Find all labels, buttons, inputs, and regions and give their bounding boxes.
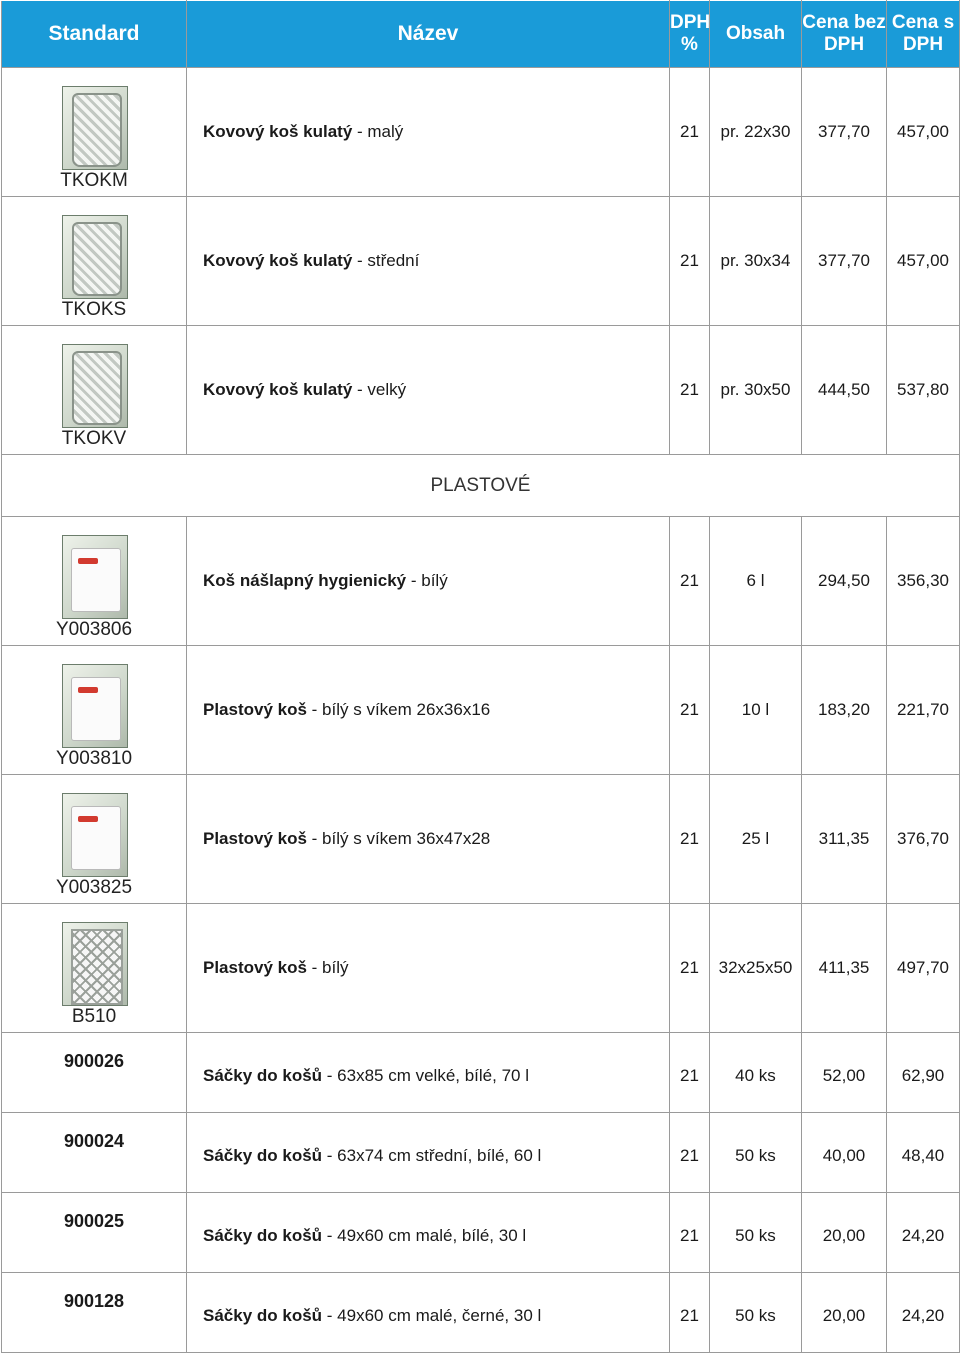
product-vat: 21	[670, 326, 710, 455]
product-vat: 21	[670, 68, 710, 197]
table-row	[2, 646, 960, 775]
table-row	[2, 1273, 960, 1353]
lidded-bin-image	[62, 664, 128, 748]
bag-name-bold: Sáčky do košů	[203, 1305, 323, 1325]
metal-basket-image	[62, 86, 128, 170]
bag-price-incl: 24,20	[887, 1193, 960, 1273]
bag-code: 900128	[2, 1273, 187, 1353]
product-name-bold: Plastový koš	[203, 829, 307, 848]
bag-code: 900024	[2, 1113, 187, 1193]
bag-price-excl: 20,00	[802, 1273, 887, 1353]
product-content: 25 l	[710, 775, 802, 904]
product-name-rest: - bílý	[406, 571, 448, 590]
product-standard-cell	[2, 646, 187, 775]
table-row	[2, 68, 960, 197]
product-name	[187, 68, 670, 197]
product-vat: 21	[670, 775, 710, 904]
product-price-incl: 457,00	[887, 197, 960, 326]
lattice-basket-image	[62, 922, 128, 1006]
bag-price-excl: 20,00	[802, 1193, 887, 1273]
product-name	[187, 517, 670, 646]
product-code: Y003810	[55, 748, 133, 769]
product-name	[187, 197, 670, 326]
product-price-excl: 377,70	[802, 68, 887, 197]
product-price-excl: 183,20	[802, 646, 887, 775]
bag-name	[187, 1193, 670, 1273]
bag-name-bold: Sáčky do košů	[203, 1225, 323, 1245]
product-standard-cell	[2, 517, 187, 646]
product-price-incl: 457,00	[887, 68, 960, 197]
price-list-table	[1, 0, 960, 1353]
product-standard-cell	[2, 904, 187, 1033]
bag-price-excl: 40,00	[802, 1113, 887, 1193]
product-name	[187, 775, 670, 904]
bag-vat: 21	[670, 1033, 710, 1113]
bag-name-bold: Sáčky do košů	[203, 1065, 323, 1085]
header-standard: Standard	[2, 1, 187, 68]
product-vat: 21	[670, 197, 710, 326]
section-row	[2, 455, 960, 517]
table-row	[2, 197, 960, 326]
header-price-excl: Cena bez DPH	[802, 1, 887, 68]
product-name	[187, 904, 670, 1033]
product-code: Y003806	[55, 619, 133, 640]
product-code: TKOKV	[61, 428, 127, 449]
product-content: 10 l	[710, 646, 802, 775]
product-name-bold: Plastový koš	[203, 958, 307, 977]
bag-name-rest: - 63x74 cm střední, bílé, 60 l	[322, 1145, 542, 1165]
header-content: Obsah	[710, 1, 802, 68]
lidded-bin-image	[62, 793, 128, 877]
pedal-bin-image	[62, 535, 128, 619]
product-name-bold: Plastový koš	[203, 700, 307, 719]
bag-price-incl: 62,90	[887, 1033, 960, 1113]
product-price-excl: 411,35	[802, 904, 887, 1033]
product-vat: 21	[670, 904, 710, 1033]
bag-price-incl: 48,40	[887, 1113, 960, 1193]
product-name-rest: - velký	[352, 380, 407, 399]
product-price-excl: 311,35	[802, 775, 887, 904]
product-content: pr. 30x50	[710, 326, 802, 455]
product-price-incl: 497,70	[887, 904, 960, 1033]
header-name: Název	[187, 1, 670, 68]
bag-content: 50 ks	[710, 1113, 802, 1193]
table-row	[2, 1113, 960, 1193]
header-row	[2, 1, 960, 68]
bag-price-excl: 52,00	[802, 1033, 887, 1113]
bag-price-incl: 24,20	[887, 1273, 960, 1353]
bag-name-rest: - 49x60 cm malé, bílé, 30 l	[322, 1225, 527, 1245]
table-row	[2, 1193, 960, 1273]
product-standard-cell	[2, 326, 187, 455]
product-name-bold: Kovový koš kulatý	[203, 251, 353, 270]
bag-name-rest: - 63x85 cm velké, bílé, 70 l	[322, 1065, 529, 1085]
bag-vat: 21	[670, 1113, 710, 1193]
metal-basket-image	[62, 344, 128, 428]
product-price-excl: 444,50	[802, 326, 887, 455]
product-content: 6 l	[710, 517, 802, 646]
product-standard-cell	[2, 197, 187, 326]
table-row	[2, 326, 960, 455]
bag-vat: 21	[670, 1193, 710, 1273]
product-name	[187, 326, 670, 455]
bag-content: 50 ks	[710, 1273, 802, 1353]
product-code: Y003825	[55, 877, 133, 898]
product-price-excl: 294,50	[802, 517, 887, 646]
product-name-rest: - bílý	[306, 958, 349, 977]
product-content: pr. 30x34	[710, 197, 802, 326]
product-content: 32x25x50	[710, 904, 802, 1033]
product-name-rest: - střední	[352, 251, 420, 270]
product-code: B510	[71, 1006, 117, 1027]
bag-content: 50 ks	[710, 1193, 802, 1273]
product-name	[187, 646, 670, 775]
table-row	[2, 1033, 960, 1113]
product-name-bold: Koš nášlapný hygienický	[203, 571, 407, 590]
metal-basket-image	[62, 215, 128, 299]
bag-name	[187, 1033, 670, 1113]
table-row	[2, 517, 960, 646]
product-price-excl: 377,70	[802, 197, 887, 326]
bag-name-rest: - 49x60 cm malé, černé, 30 l	[322, 1305, 542, 1325]
product-standard-cell	[2, 68, 187, 197]
product-content: pr. 22x30	[710, 68, 802, 197]
bag-code: 900025	[2, 1193, 187, 1273]
bag-name-bold: Sáčky do košů	[203, 1145, 323, 1165]
product-price-incl: 376,70	[887, 775, 960, 904]
product-name-bold: Kovový koš kulatý	[203, 122, 353, 141]
header-price-incl: Cena s DPH	[887, 1, 960, 68]
product-name-bold: Kovový koš kulatý	[203, 380, 353, 399]
bag-code: 900026	[2, 1033, 187, 1113]
product-standard-cell	[2, 775, 187, 904]
bag-vat: 21	[670, 1273, 710, 1353]
table-row	[2, 904, 960, 1033]
bag-content: 40 ks	[710, 1033, 802, 1113]
product-code: TKOKS	[61, 299, 127, 320]
product-vat: 21	[670, 517, 710, 646]
product-price-incl: 221,70	[887, 646, 960, 775]
table-row	[2, 775, 960, 904]
product-name-rest: - bílý s víkem 36x47x28	[306, 829, 491, 848]
bag-name	[187, 1273, 670, 1353]
section-title: PLASTOVÉ	[2, 455, 960, 517]
product-code: TKOKM	[60, 170, 128, 191]
product-price-incl: 537,80	[887, 326, 960, 455]
product-vat: 21	[670, 646, 710, 775]
header-vat: DPH %	[670, 1, 710, 68]
product-price-incl: 356,30	[887, 517, 960, 646]
product-name-rest: - malý	[352, 122, 404, 141]
product-name-rest: - bílý s víkem 26x36x16	[306, 700, 491, 719]
bag-name	[187, 1113, 670, 1193]
